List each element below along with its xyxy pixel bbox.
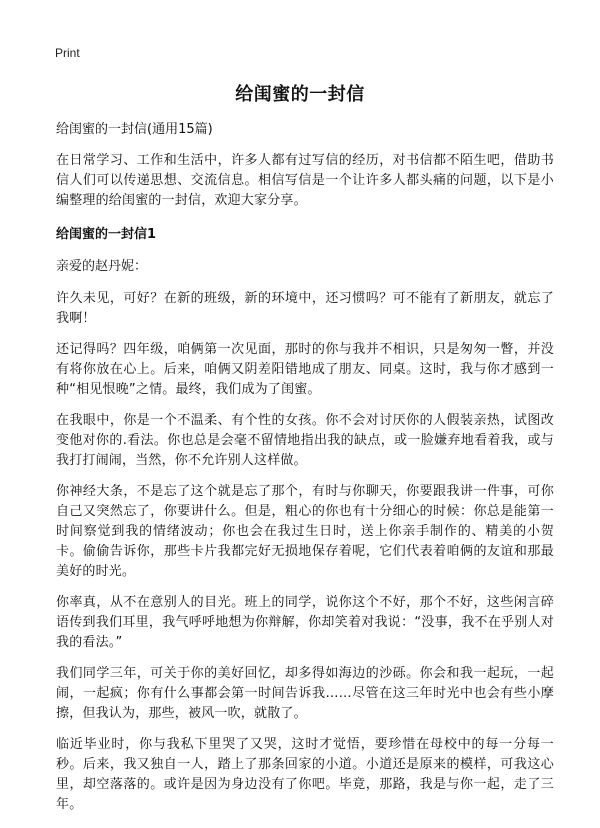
article-body [56,121,554,826]
letter-paragraph-4: 你神经大条，不是忘了这个就是忘了那个，有时与你聊天，你要跟我讲一件事，可你自己又突然忘了，你要讲什么。但是，粗心的你也有十分细心的时候：你总是能第一时间察觉到我的情绪波动；你也会在我过生日时，送上你亲手制作的、精美的小贺卡。偷偷告诉你，那些卡片我都完好无损地保存着呢，它们代表着咱俩的友谊和那最美好的时光。 [56,484,554,579]
print-link[interactable]: Print [55,46,80,60]
article-subtitle: 给闺蜜的一封信(通用15篇) [56,122,213,137]
letter-paragraph-3: 在我眼中，你是一个不温柔、有个性的女孩。你不会对讨厌你的人假装亲热，试图改变他对你的.看法。你也总是会毫不留情地指出我的缺点，或一脸嫌弃地看着我，或与我打打闹闹，当然，你不允许别人这样做。 [56,413,554,468]
letter-paragraph-2: 还记得吗？四年级，咱俩第一次见面，那时的你与我并不相识，只是匆匆一瞥，并没有将你放在心上。后来，咱俩又阴差阳错地成了朋友、同桌。这时，我与你才感到一种“相见恨晚”之情。最终，我们成为了闺蜜。 [56,342,554,397]
letter-paragraph-6: 我们同学三年，可关于你的美好回忆，却多得如海边的沙砾。你会和我一起玩，一起闹，一起疯；你有什么事都会第一时间告诉我……尽管在这三年时光中也会有些小摩擦，但我认为，那些，被风一吹，就散了。 [56,666,554,721]
page-title: 给闺蜜的一封信 [235,84,365,105]
letter-paragraph-1: 许久未见，可好？在新的班级，新的环境中，还习惯吗？可不能有了新朋友，就忘了我啊！ [56,291,554,326]
letter-paragraph-7: 临近毕业时，你与我私下里哭了又哭，这时才觉悟，要珍惜在母校中的每一分每一秒。后来，我又独自一人，踏上了那条回家的小道。小道还是原来的模样，可我这心里，却空落落的。或许是因为身边没有了你吧。毕竟，那路，我是与你一起，走了三年。 [56,737,554,812]
letter-paragraph-5: 你率真，从不在意别人的目光。班上的同学，说你这个不好，那个不好，这些闲言碎语传到我们耳里，我气呼呼地想为你辩解，你却笑着对我说：“没事，我不在乎别人对我的看法。” [56,595,554,650]
intro-paragraph: 在日常学习、工作和生活中，许多人都有过写信的经历，对书信都不陌生吧，借助书信人们可以传递思想、交流信息。相信写信是一个让许多人都头痛的问题，以下是小编整理的给闺蜜的一封信，欢迎大家分享。 [56,153,554,208]
section-heading: 给闺蜜的一封信1 [56,227,157,242]
letter-salutation: 亲爱的赵丹妮： [56,259,148,274]
